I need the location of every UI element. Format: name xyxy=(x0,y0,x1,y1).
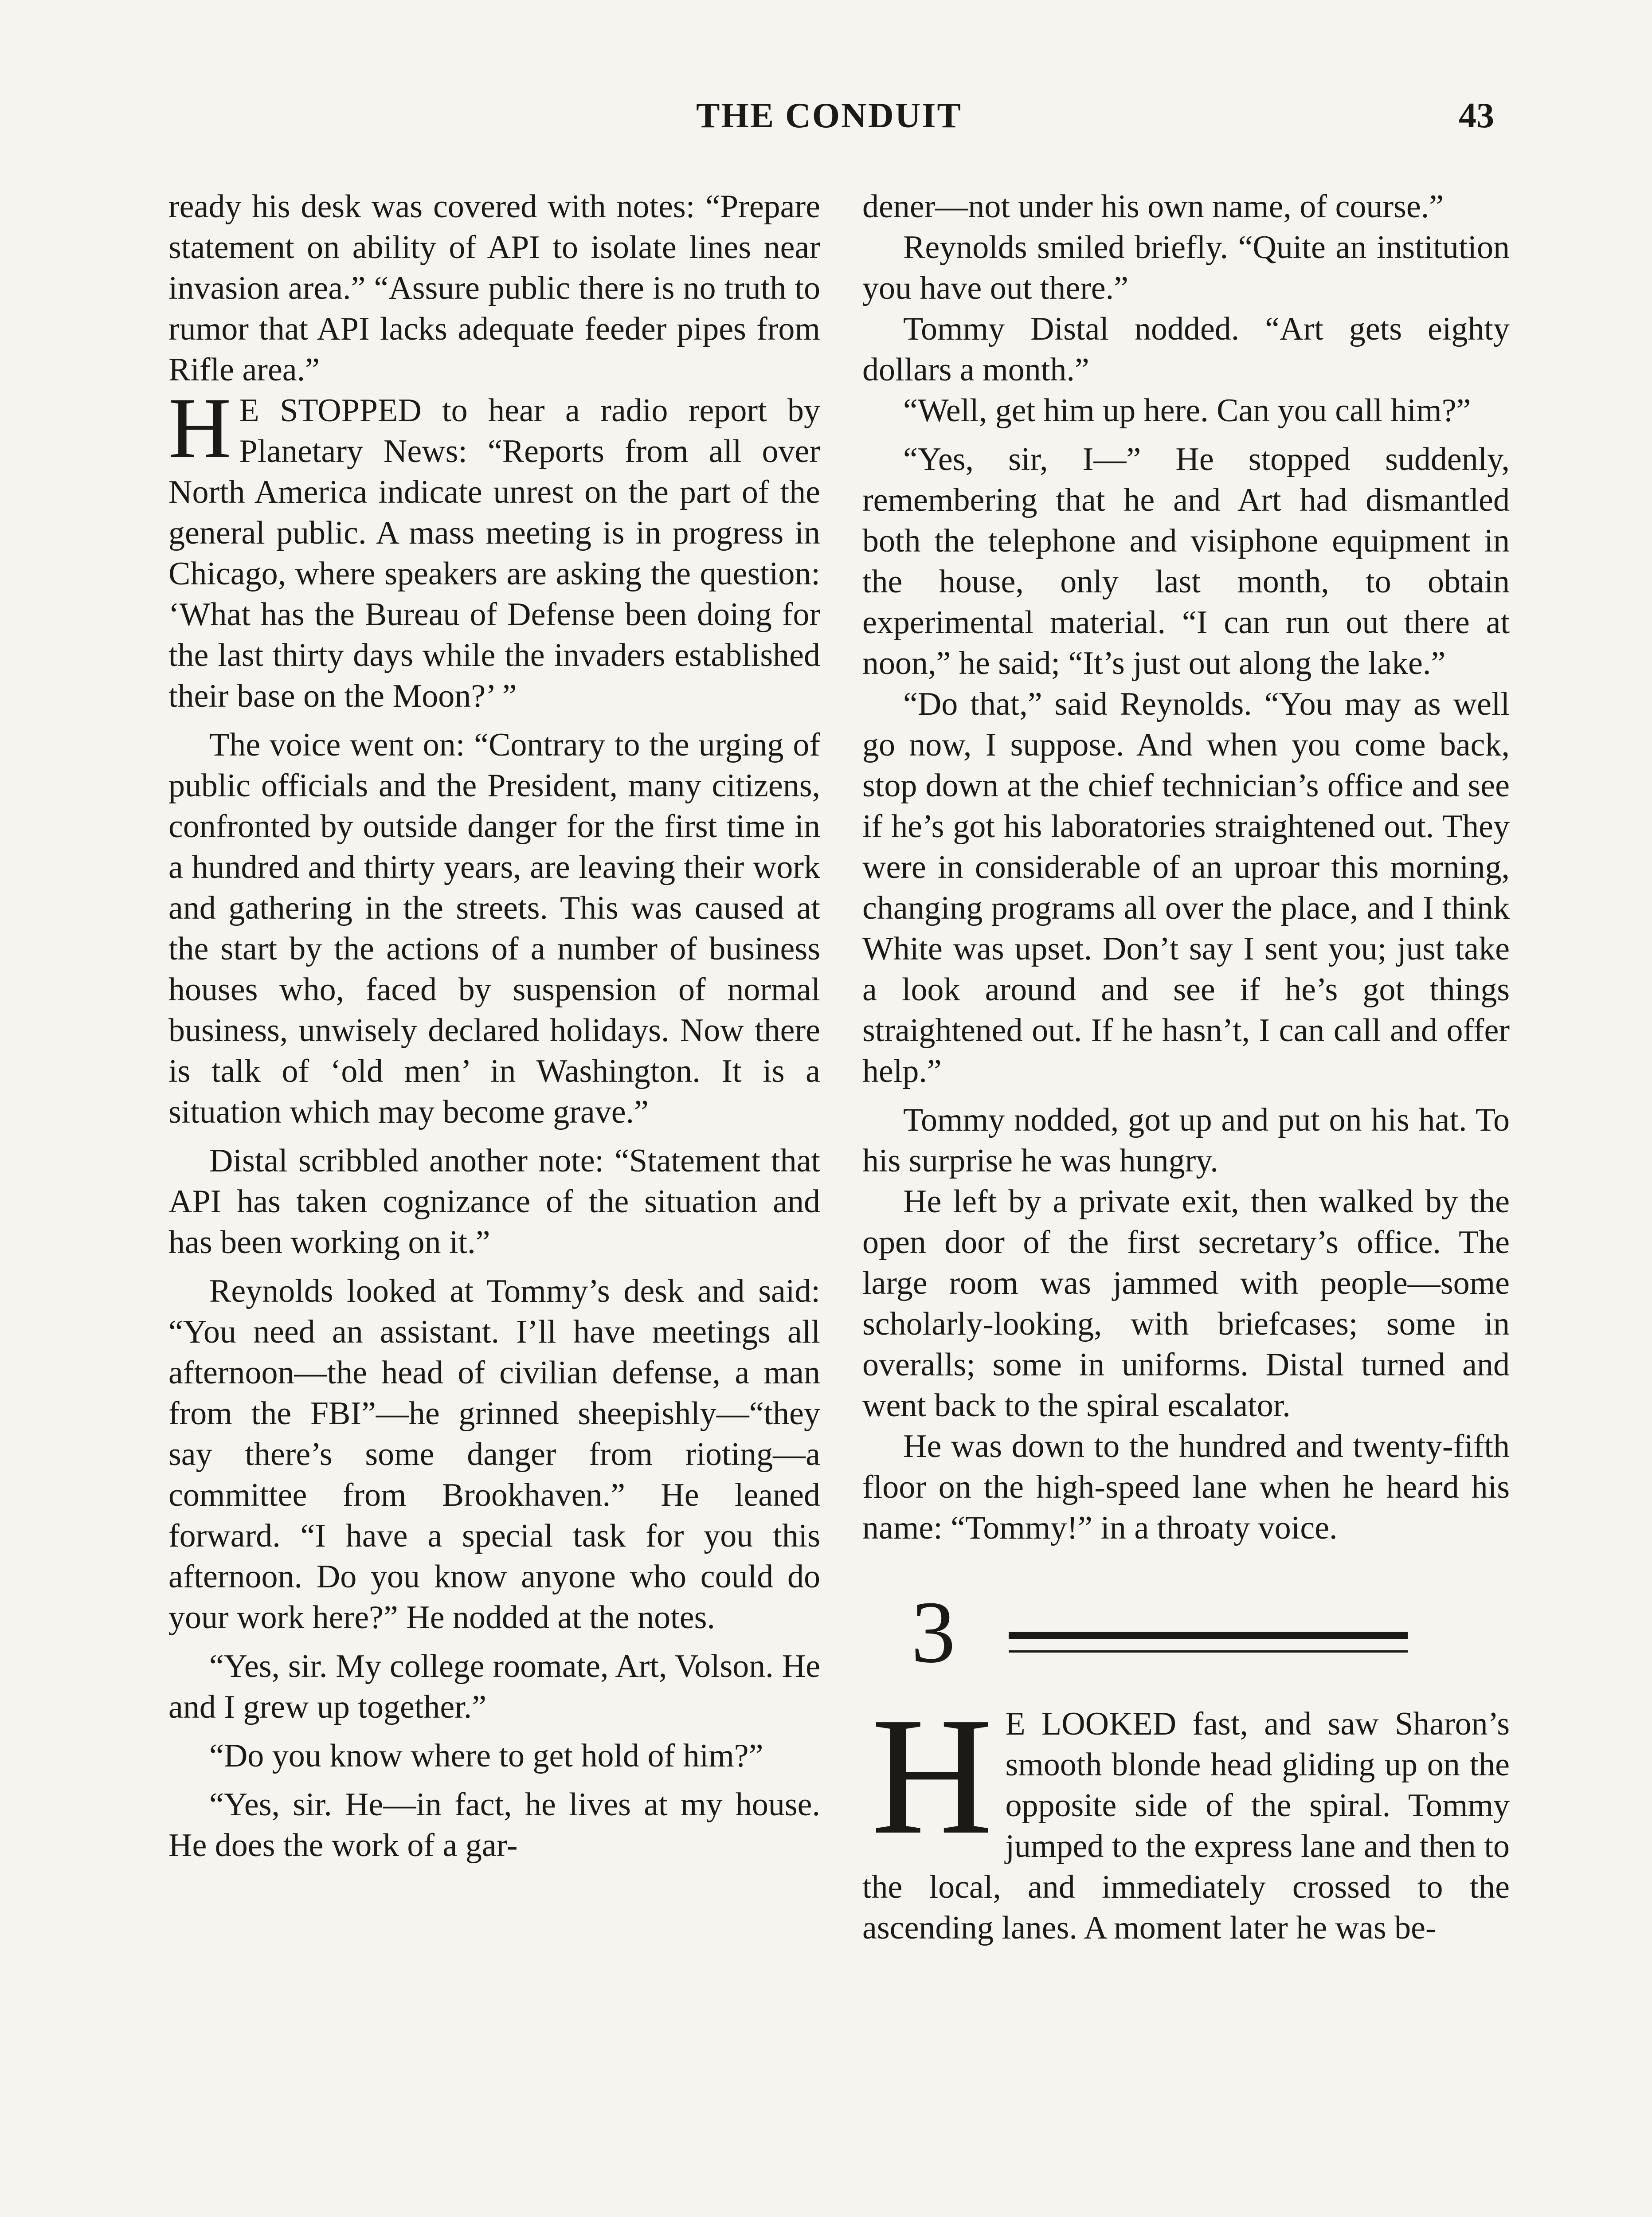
right-paragraph-6: “Do that,” said Reynolds. “You may as well go now, I suppose. And when you come back, stop down at the chief technician’s office and see if he’s got his laboratories straightened out. They were in considerable of an uproar this morning, changing programs all over the place, and I think White was upset. Don’t say I sent you; just take a look around and see if he’s got things straightened out. If he hasn’t, I can call and offer help.” xyxy=(862,686,1510,1089)
running-header-title: THE CONDUIT xyxy=(696,96,962,135)
right-paragraph-7: Tommy nodded, got up and put on his hat. To his surprise he was hungry. xyxy=(862,1102,1510,1179)
left-paragraph-6: “Yes, sir. My college roomate, Art, Volson. He and I grew up together.” xyxy=(168,1648,820,1725)
chapter-rule-thin xyxy=(1009,1650,1408,1653)
left-paragraph-7: “Do you know where to get hold of him?” xyxy=(209,1738,763,1774)
right-paragraph-8: He left by a private exit, then walked by the open door of the first secretary’s office. The large room was jammed with people—some scholarly-looking, with briefcases; some in overalls; some in uniforms. Distal turned and went back to the spiral escalator. xyxy=(862,1183,1510,1424)
left-paragraph-1: ready his desk was covered with notes: “Prepare statement on ability of API to isolate lines near invasion area.” “Assure public there is no truth to rumor that API lacks adequate feeder pipes from Rifle area.” xyxy=(168,188,820,388)
paragraph-text: E STOPPED to hear a radio report by Planetary News: “Reports from all over North America indicate unrest on the part of the general public. A mass meeting is in progress in Chicago, where speakers are asking the question: ‘What has the Bureau of Defense been doing for the last thirty days while the invaders established their base on the Moon?’ ” xyxy=(168,392,820,714)
page-number: 43 xyxy=(1459,96,1494,135)
right-paragraph-2: Reynolds smiled briefly. “Quite an institution you have out there.” xyxy=(862,229,1510,306)
right-paragraph-1: dener—not under his own name, of course.” xyxy=(862,188,1444,225)
left-paragraph-5: Reynolds looked at Tommy’s desk and said: “You need an assistant. I’ll have meetings all afternoon—the head of civilian defense, a man from the FBI”—he grinned sheepishly—“they say there’s some danger from rioting—a committee from Brookhaven.” He leaned forward. “I have a special task for you this afternoon. Do you know anyone who could do your work here?” He nodded at the notes. xyxy=(168,1273,820,1636)
right-paragraph-3: Tommy Distal nodded. “Art gets eighty dollars a month.” xyxy=(862,311,1510,388)
right-paragraph-4: “Well, get him up here. Can you call him?” xyxy=(903,392,1471,429)
chapter-break xyxy=(862,1584,1510,1686)
right-paragraph-10 xyxy=(862,1683,1510,1948)
paragraph-text: E LOOKED fast, and saw Sharon’s smooth blonde head gliding up on the opposite side of the spiral. Tommy jumped to the express lane and then to the local, and immediately crossed to the ascending lanes. A moment later he was be- xyxy=(862,1706,1510,1946)
left-column xyxy=(168,186,820,1866)
chapter-number: 3 xyxy=(911,1583,955,1681)
drop-cap: H xyxy=(168,380,231,476)
left-paragraph-8: “Yes, sir. He—in fact, he lives at my house. He does the work of a gar- xyxy=(168,1786,820,1864)
left-paragraph-4: Distal scribbled another note: “Statement that API has taken cognizance of the situation and has been working on it.” xyxy=(168,1143,820,1261)
left-paragraph-3: The voice went on: “Contrary to the urging of public officials and the President, many citizens, confronted by outside danger for the first time in a hundred and thirty years, are leaving their work and gathering in the streets. This was caused at the start by the actions of a number of business houses who, faced by suspension of normal business, unwisely declared holidays. Now there is talk of ‘old men’ in Washington. It is a situation which may become grave.” xyxy=(168,727,820,1130)
chapter-rule-thick xyxy=(1009,1632,1408,1639)
right-paragraph-9: He was down to the hundred and twenty-fifth floor on the high-speed lane when he heard his name: “Tommy!” in a throaty voice. xyxy=(862,1428,1510,1546)
right-paragraph-5: “Yes, sir, I—” He stopped suddenly, remembering that he and Art had dismantled both the telephone and visiphone equipment in the house, only last month, to obtain experimental material. “I can run out there at noon,” he said; “It’s just out along the lake.” xyxy=(862,441,1510,682)
drop-cap: H xyxy=(871,1683,993,1869)
left-paragraph-2 xyxy=(168,380,820,717)
right-column xyxy=(862,186,1510,1948)
